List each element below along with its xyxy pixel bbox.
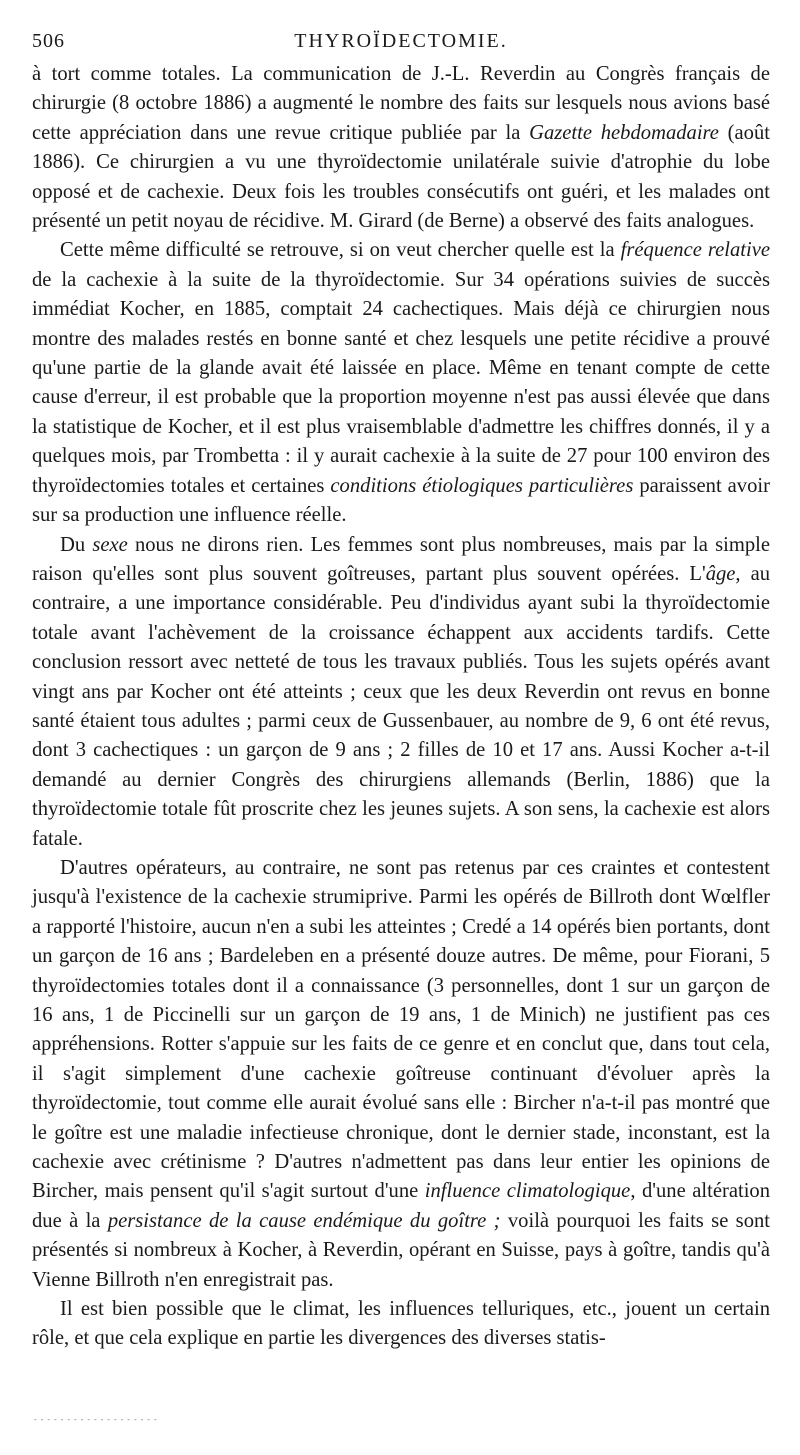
text-run: Du	[60, 533, 93, 556]
text-run: paraissent avoir sur sa production une influence réelle.	[32, 474, 770, 527]
text-run: Cette même difficulté se retrouve, si on veut chercher quelle est la	[60, 239, 621, 262]
paragraph	[32, 854, 770, 1295]
italic-text: fréquence relative	[620, 239, 770, 262]
italic-text: sexe	[92, 533, 128, 556]
text-run: (août 1886). Ce chirurgien a vu une thyroïdectomie unilatérale suivie d'atrophie du lobe opposé et de cachexie. Deux fois les troubles consécutifs ont guéri, et les malades ont présenté un petit noyau de récidive. M. Girard (de Berne) a observé des faits analogues.	[32, 121, 770, 233]
book-page	[32, 26, 770, 1354]
paragraph	[32, 236, 770, 530]
page-number: 506	[32, 30, 65, 52]
text-run: à tort comme totales. La communication de J.-L. Reverdin au Congrès français de chirurgie (8 octobre 1886) a augmenté le nombre des faits sur lesquels nous avions basé cette appréciation dans une revue critique publiée par la	[32, 63, 770, 144]
page-footer-mark: - - - - - - - - - - - - - - - - - - -	[34, 1415, 158, 1424]
italic-text: conditions étiologiques particulières	[330, 474, 634, 497]
text-run: voilà pourquoi les faits se sont présentés si nombreux à Kocher, à Reverdin, opérant en Suisse, pays à goître, tandis qu'à Vienne Billroth n'en enregistrait pas.	[32, 1209, 771, 1291]
text-run: D'autres opérateurs, au contraire, ne sont pas retenus par ces craintes et contestent jusqu'à l'existence de la cachexie strumiprive. Parmi les opérés de Billroth dont Wœlfler a rapporté l'histoire, aucun n'en a subi les atteintes ; Credé a 14 opérés bien portants, dont un garçon de 16 ans ; Bardeleben en a présenté douze autres. De même, pour Fiorani, 5 thyroïdectomies totales dont il a connaissance (3 personnelles, dont 1 sur un garçon de 16 ans, 1 de Piccinelli sur un garçon de 19 ans, 1 de Minich) ne justifient pas ces appréhensions. Rotter s'appuie sur les faits de ce genre et en conclut que, dans tout cela, il s'agit simplement d'une cachexie goîtreuse continuant d'évoluer après la thyroïdectomie, tout comme elle aurait évolué sans elle : Bircher n'a-t-il pas montré que le goître est une maladie infectieuse chronique, dont le dernier stade, inconstant, est la cachexie avec crétinisme ? D'autres n'admettent pas dans leur entier les opinions de Bircher, mais pensent qu'il s'agit surtout d'une	[32, 856, 770, 1203]
text-run: , au contraire, a une importance considérable. Peu d'individus ayant subi la thyroïdectomie totale avant l'achèvement de la croissance échappent aux accidents tardifs. Cette conclusion ressort avec netteté de tous les travaux publiés. Tous les sujets opérés avant vingt ans par Kocher ont été atteints ; ceux que les deux Reverdin ont revus en bonne santé étaient tous adultes ; parmi ceux de Gussenbauer, au nombre de 9, 6 ont été revus, dont 3 cachectiques : un garçon de 9 ans ; 2 filles de 10 et 17 ans. Aussi Kocher a-t-il demandé au dernier Congrès des chirurgiens allemands (Berlin, 1886) que la thyroïdectomie totale fût proscrite chez les jeunes sujets. A son sens, la cachexie est alors fatale.	[32, 562, 771, 850]
italic-text: âge	[705, 562, 736, 585]
italic-text: influence climatologique	[424, 1180, 631, 1203]
italic-text: Gazette hebdomadaire	[529, 121, 719, 144]
text-run: Il est bien possible que le climat, les influences telluriques, etc., jouent un certain rôle, et que cela explique en partie les divergences des diverses statis-	[32, 1298, 770, 1350]
italic-text: persistance de la cause endémique du goître ;	[107, 1209, 501, 1232]
page-body	[32, 60, 770, 1354]
paragraph	[32, 1295, 770, 1354]
text-run: , d'une altération due à la	[32, 1180, 771, 1232]
text-run: de la cachexie à la suite de la thyroïdectomie. Sur 34 opérations suivies de succès immédiat Kocher, en 1885, comptait 24 cachectiques. Mais déjà ce chirurgien nous montre des malades restés en bonne santé et chez lesquels une petite récidive a prouvé qu'une partie de la glande avait été laissée en place. Même en tenant compte de cette cause d'erreur, il est probable que la proportion moyenne n'est pas aussi élevée que dans la statistique de Kocher, et il est plus vraisemblable d'admettre les chiffres donnés, il y a quelques mois, par Trombetta : il y aurait cachexie à la suite de 27 pour 100 environ des thyroïdectomies totales et certaines	[32, 268, 770, 497]
paragraph	[32, 531, 770, 854]
running-title: THYROÏDECTOMIE.	[294, 30, 508, 52]
page-header	[32, 26, 770, 60]
paragraph	[32, 60, 770, 236]
text-run: nous ne dirons rien. Les femmes sont plus nombreuses, mais par la simple raison qu'elles sont plus souvent goîtreuses, partant plus souvent opérées. L'	[32, 533, 770, 585]
